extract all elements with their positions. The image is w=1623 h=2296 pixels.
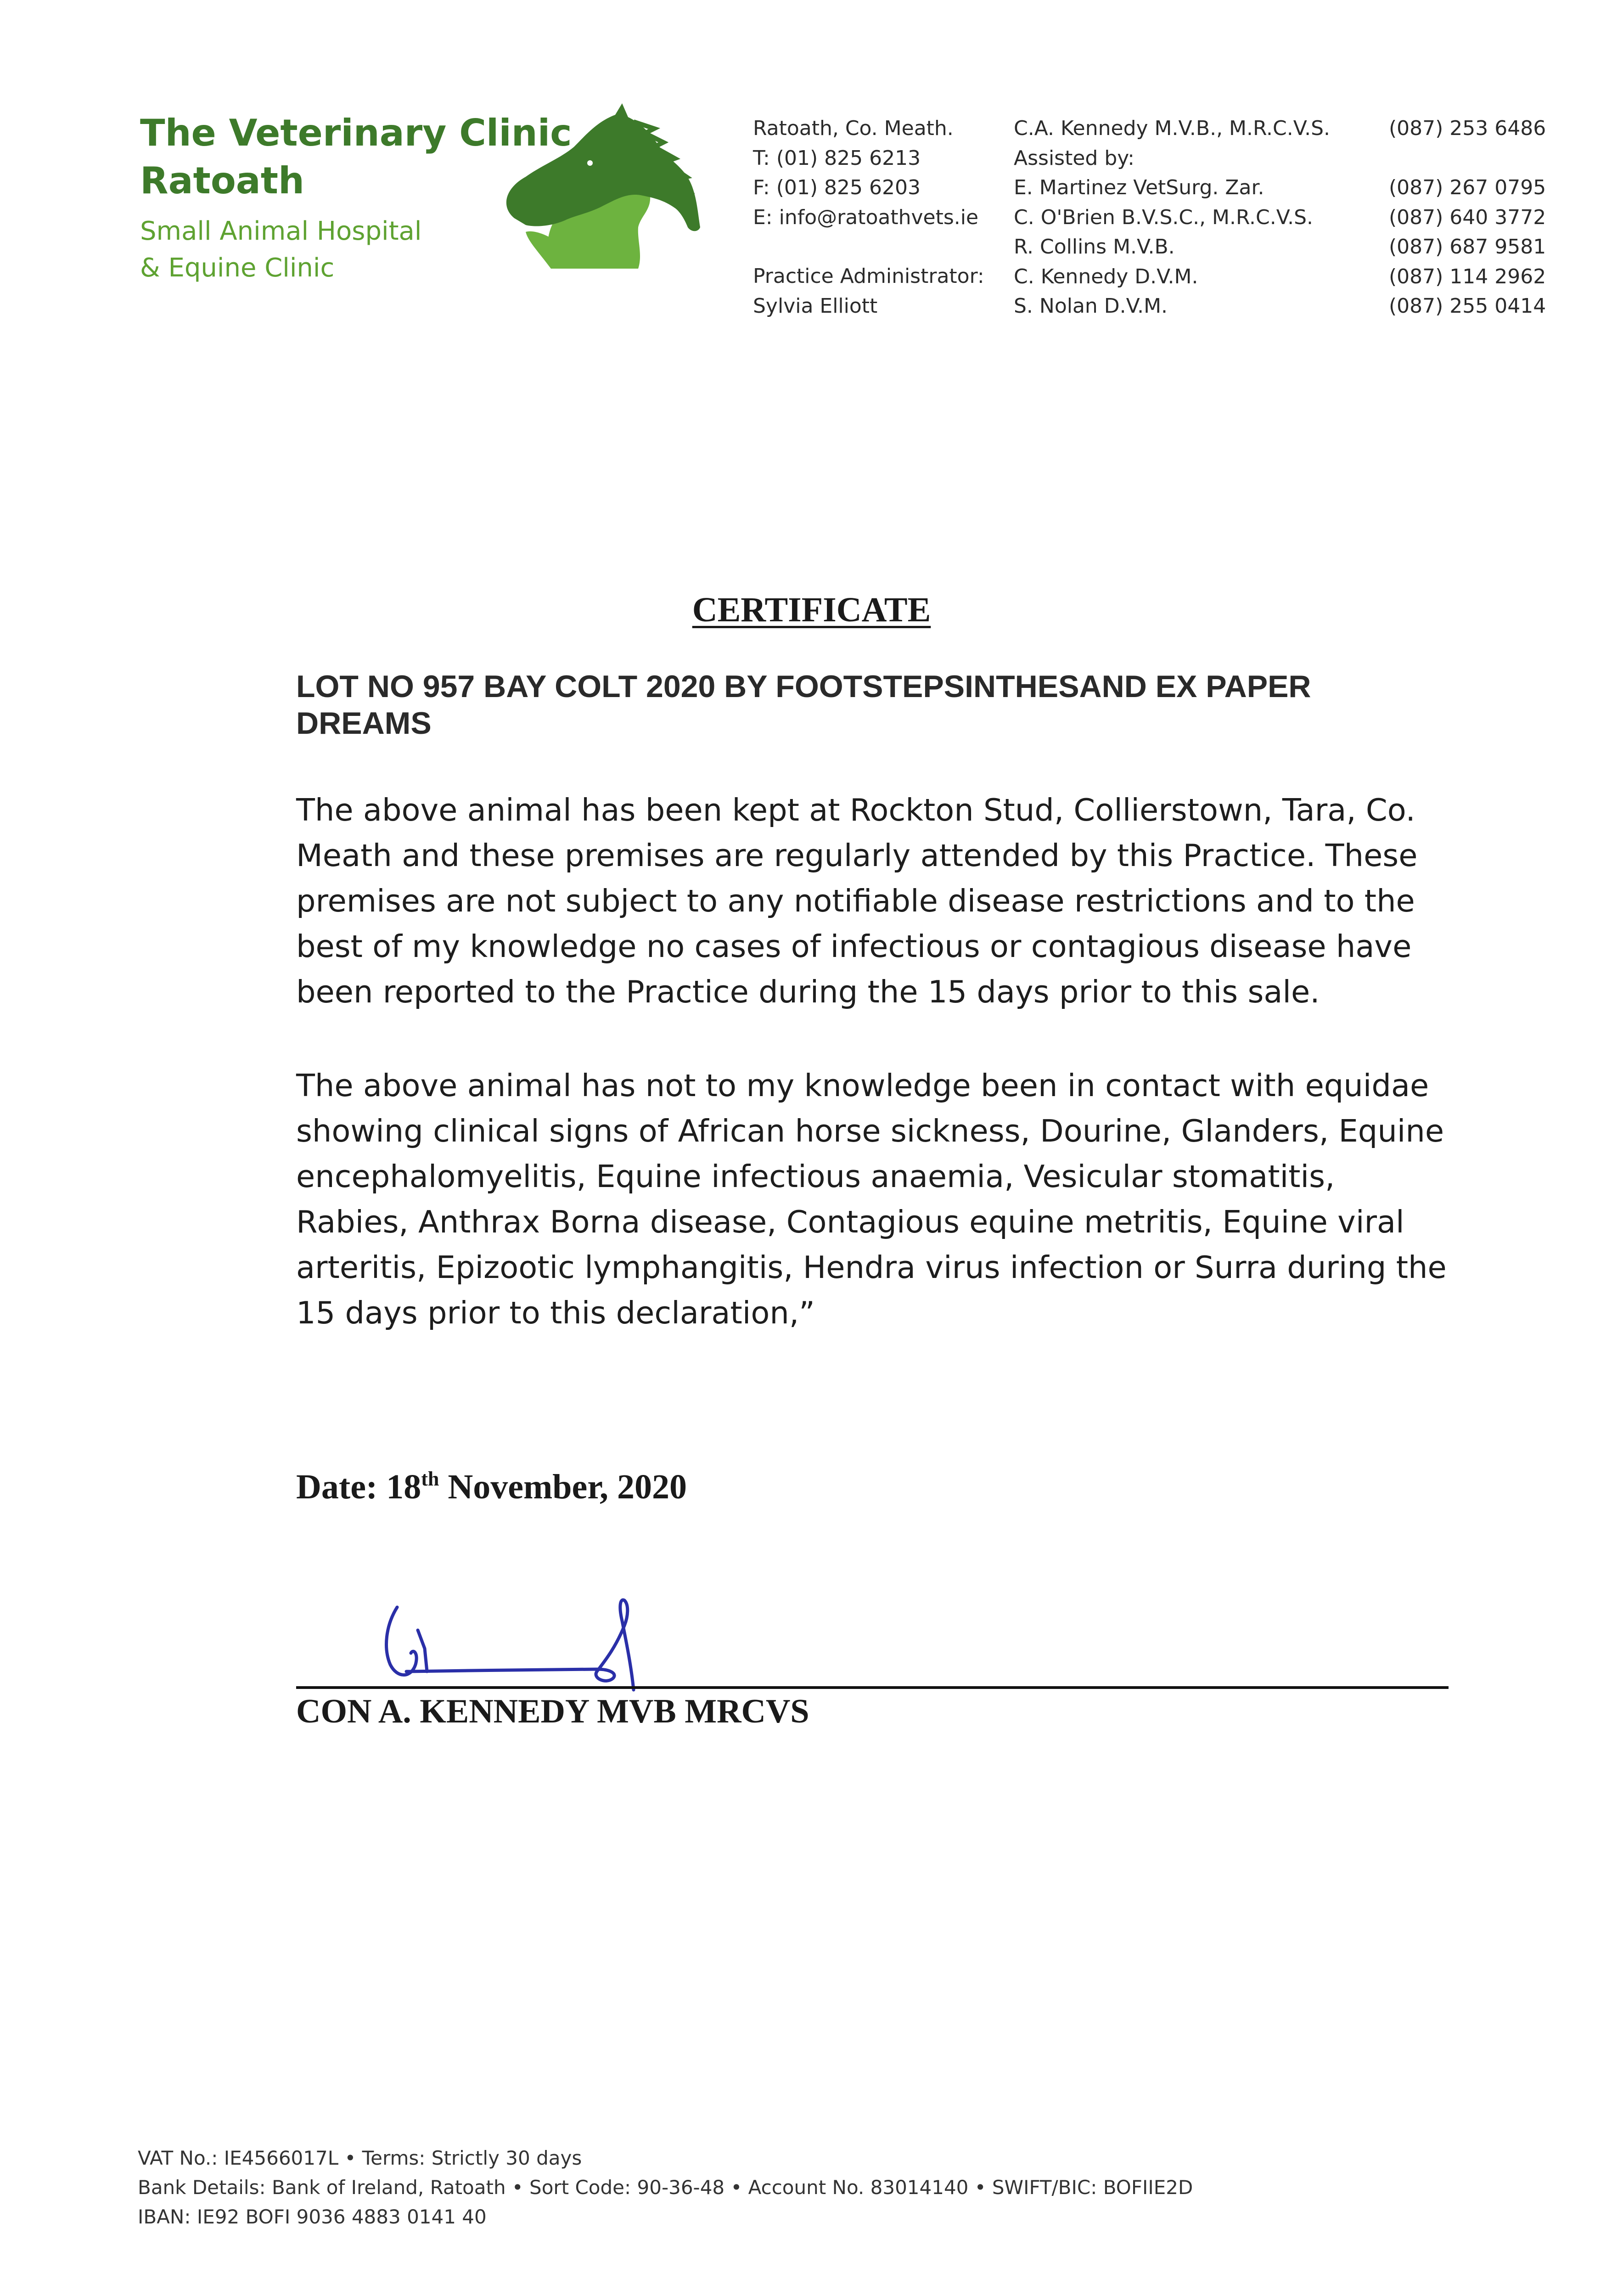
horse-dog-logo-icon	[482, 103, 712, 278]
footer-iban: IBAN: IE92 BOFI 9036 4883 0141 40	[138, 2206, 487, 2228]
address-email: E: info@ratoathvets.ie	[753, 205, 979, 229]
staff-name: C. Kennedy D.V.M.	[1014, 264, 1198, 288]
staff-phone: (087) 267 0795	[1389, 176, 1546, 199]
staff-phone: (087) 687 9581	[1389, 235, 1546, 259]
certificate-date	[296, 1467, 687, 1507]
staff-phone: (087) 640 3772	[1389, 205, 1546, 229]
staff-phone: (087) 114 2962	[1389, 264, 1546, 288]
clinic-sub-line2: & Equine Clinic	[140, 253, 335, 283]
address-telephone: T: (01) 825 6213	[753, 146, 921, 170]
staff-name: C.A. Kennedy M.V.B., M.R.C.V.S.	[1014, 117, 1331, 140]
clinic-address-block	[753, 114, 984, 321]
staff-name: S. Nolan D.V.M.	[1014, 294, 1168, 318]
date-rest: November, 2020	[439, 1468, 687, 1506]
admin-name: Sylvia Elliott	[753, 294, 878, 318]
staff-name: Assisted by:	[1014, 146, 1134, 170]
clinic-name-line1: The Veterinary Clinic	[140, 112, 572, 154]
footer-bank-details: Bank Details: Bank of Ireland, Ratoath • Sort Code: 90-36-48 • Account No. 83014140 • SWIFT/BIC: BOFIIE2D	[138, 2176, 1193, 2199]
certificate-title: CERTIFICATE	[692, 591, 931, 629]
handwritten-signature	[376, 1580, 781, 1699]
clinic-sub-line1: Small Animal Hospital	[140, 216, 422, 246]
address-location: Ratoath, Co. Meath.	[753, 117, 954, 140]
paragraph-disease-declaration: The above animal has not to my knowledge been in contact with equidae showing clinical signs of African horse sickness, Dourine, Glanders, Equine encephalomyelitis, Equine infectious anaemia, Vesicular stomatitis, Rabies, Anthrax Borna disease, Contagious equine metritis, Equine viral arteritis, Epizootic lymphangitis, Hendra virus infection or Surra during the 15 days prior to this declaration,”	[296, 1068, 1447, 1331]
staff-name: E. Martinez VetSurg. Zar.	[1014, 176, 1264, 199]
staff-name: R. Collins M.V.B.	[1014, 235, 1175, 259]
signature-line	[296, 1686, 1449, 1689]
staff-phone-list	[1389, 114, 1554, 321]
staff-phone	[1389, 144, 1554, 174]
signer-name: CON A. KENNEDY MVB MRCVS	[296, 1693, 809, 1730]
staff-list	[1014, 114, 1330, 321]
date-label: Date: 18	[296, 1468, 421, 1506]
address-fax: F: (01) 825 6203	[753, 176, 921, 199]
staff-name: C. O'Brien B.V.S.C., M.R.C.V.S.	[1014, 205, 1314, 229]
lot-heading: LOT NO 957 BAY COLT 2020 BY FOOTSTEPSINTHESAND EX PAPER DREAMS	[296, 669, 1311, 741]
staff-phone: (087) 255 0414	[1389, 294, 1546, 318]
date-ordinal: th	[421, 1468, 439, 1490]
clinic-name-line2: Ratoath	[140, 159, 304, 202]
staff-phone: (087) 253 6486	[1389, 117, 1546, 140]
clinic-subtitle	[140, 213, 421, 287]
paragraph-premises: The above animal has been kept at Rockton Stud, Collierstown, Tara, Co. Meath and these premises are regularly attended by this Practice. These premises are not subject to any notifiable disease restrictions and to the best of my knowledge no cases of infectious or contagious disease have been reported to the Practice during the 15 days prior to this sale.	[296, 792, 1418, 1010]
admin-label: Practice Administrator:	[753, 264, 984, 288]
footer-vat-terms: VAT No.: IE4566017L • Terms: Strictly 30 days	[138, 2147, 582, 2169]
